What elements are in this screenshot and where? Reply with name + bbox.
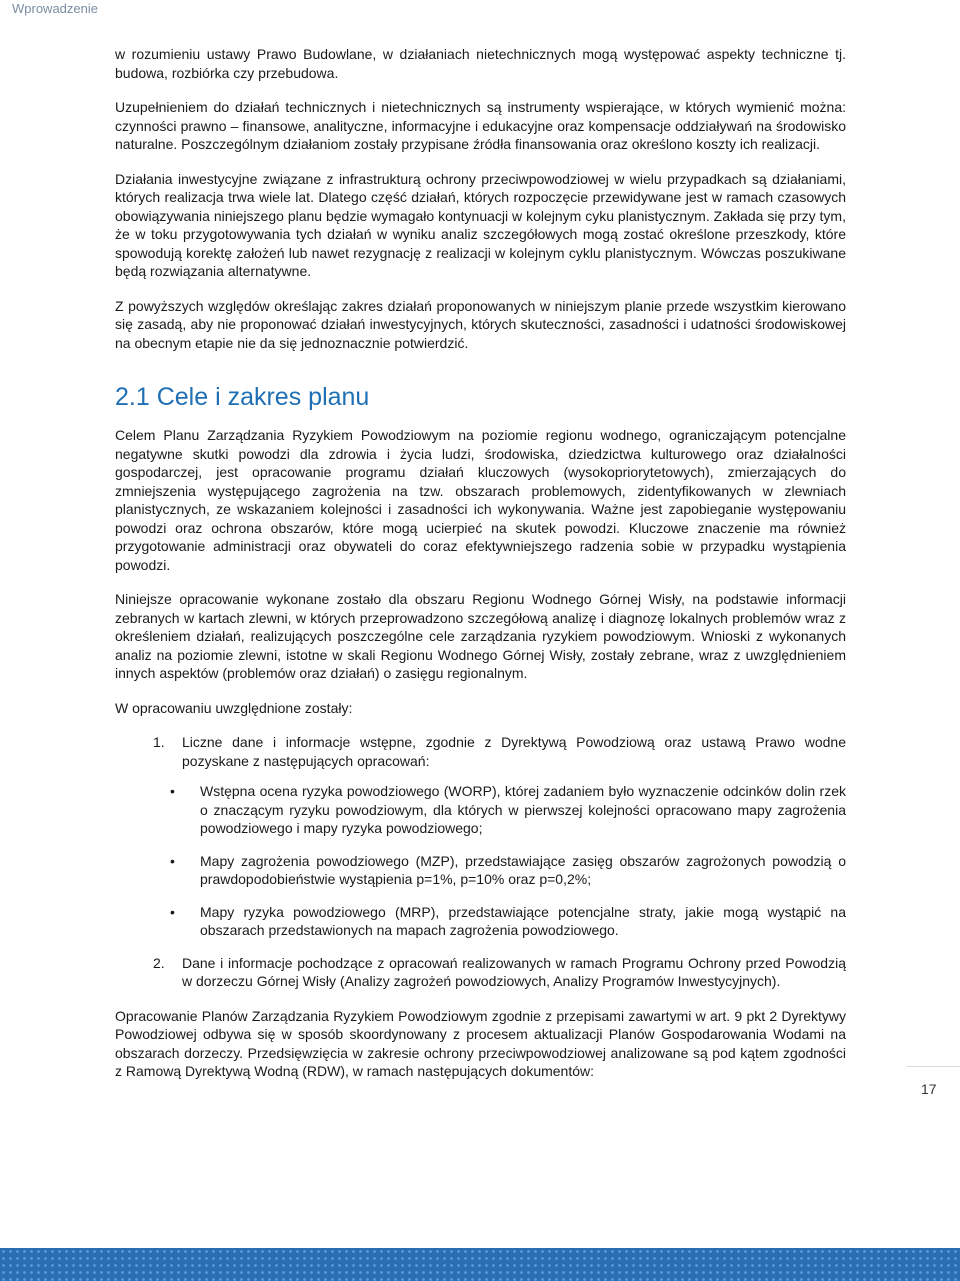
bullet-item (170, 852, 846, 889)
bullet-list (170, 782, 846, 940)
bullet-icon: • (170, 783, 175, 799)
bullet-icon: • (170, 852, 175, 869)
list-item-number: 2. (153, 954, 165, 971)
paragraph: Działania inwestycyjne związane z infrastrukturą ochrony przeciwpowodziowej w wielu przypadkach są działaniami, których realizacja trwa wiele lat. Dlatego część działań, których rozpoczęcie przewidywane jest w ramach czasowych obowiązywania niniejszego planu będzie wymagało kontynuacji w kolejnym cyku planistycznym. Zakłada się przy tym, że w toku przygotowywania tych działań w wyniku analiz szczegółowych mogą zostać określone przeszkody, które spowodują korektę założeń lub nawet rezygnację z realizacji w kolejnym cyklu planistycznym. Wówczas poszukiwane będą rozwiązania alternatywne. (115, 170, 846, 279)
page-number: 17 (921, 1081, 937, 1097)
numbered-list (115, 733, 846, 991)
section-title: Cele i zakres planu (156, 383, 370, 411)
paragraph: w rozumieniu ustawy Prawo Budowlane, w działaniach nietechnicznych mogą występować aspekty techniczne tj. budowa, rozbiórka czy przebudowa. (115, 46, 846, 81)
paragraph: Z powyższych względów określając zakres działań proponowanych w niniejszym planie przede wszystkim kierowano się zasadą, aby nie proponować działań inwestycyjnych, których skuteczności, zasadności i udatności środowiskowej na obecnym etapie nie da się jednoznacznie potwierdzić. (115, 297, 846, 351)
bullet-item-text: Mapy ryzyka powodziowego (MRP), przedstawiające potencjalne straty, jakie mogą wystąpić na obszarach przedstawionych na mapach zagrożenia powodziowego. (200, 903, 846, 938)
paragraph: Opracowanie Planów Zarządzania Ryzykiem Powodziowym zgodnie z przepisami zawartymi w art. 9 pkt 2 Dyrektywy Powodziowej odbywa się w sposób skoordynowany z procesem aktualizacji Planów Gospodarowania Wodami na obszarach dorzeczy. Przedsięwzięcia w zakresie ochrony przeciwpowodziowej analizowane są pod kątem zgodności z Ramową Dyrektywą Wodną (RDW), w ramach następujących dokumentów: (115, 1007, 846, 1079)
page-body (115, 45, 846, 1081)
bullet-icon: • (170, 903, 175, 920)
paragraph: W opracowaniu uwzględnione zostały: (115, 699, 353, 716)
section-number: 2.1 (115, 383, 150, 411)
bullet-item (170, 782, 846, 838)
list-item-number: 1. (153, 734, 165, 750)
bullet-item (170, 903, 846, 940)
bullet-item-text: Wstępna ocena ryzyka powodziowego (WORP), której zadaniem było wyznaczenie odcinków dolin rzek o znaczącym ryzyku powodziowym, dla których w pierwszej kolejności opracowano mapy zagrożenia powodziowego i mapy ryzyka powodziowego; (200, 783, 846, 836)
list-item (115, 954, 846, 991)
list-item-text: Dane i informacje pochodzące z opracowań realizowanych w ramach Programu Ochrony przed Powodzią w dorzeczu Górnej Wisły (Analizy zagrożeń powodziowych, Analizy Programów Inwestycyjnych). (182, 954, 846, 989)
list-item (115, 733, 846, 940)
paragraph: Niniejsze opracowanie wykonane zostało dla obszaru Regionu Wodnego Górnej Wisły, na podstawie informacji zebranych w kartach zlewni, w których przeprowadzono szczegółową analizę i diagnozę lokalnych problemów wraz z określeniem działań, realizujących poszczególne cele zarządzania ryzykiem powodziowym. Wnioski z wykonanych analiz na poziomie zlewni, istotne w skali Regionu Wodnego Górnej Wisły, zostały zebrane, wraz z uwzględnieniem innych aspektów (problemów oraz działań) o zasięgu regionalnym. (115, 591, 846, 681)
section-heading (115, 382, 846, 412)
bullet-item-text: Mapy zagrożenia powodziowego (MZP), przedstawiające zasięg obszarów zagrożonych powodzią o prawdopodobieństwie wystąpienia p=1%, p=10% oraz p=0,2%; (200, 852, 846, 887)
page-number-divider (907, 1066, 960, 1067)
footer-band (0, 1248, 960, 1281)
paragraph: Celem Planu Zarządzania Ryzykiem Powodziowym na poziomie regionu wodnego, ograniczającym potencjalne negatywne skutki powodzi dla zdrowia i życia ludzi, środowiska, dziedzictwa kulturowego oraz działalności gospodarczej, jest opracowanie programu działań kluczowych (wysokopriorytetowych), zmierzających do zmniejszenia występującego zagrożenia na tzw. obszarach problemowych, zidentyfikowanych w zlewniach planistycznych, ze wskazaniem kolejności i zasadności ich wykonywania. Ważne jest zapobieganie występowaniu powodzi oraz ochrona obszarów, które mogą ucierpieć na skutek powodzi. Kluczowe znaczenie ma również przygotowanie administracji oraz obywateli do coraz efektywniejszego radzenia sobie w przypadku wystąpienia powodzi. (115, 427, 846, 573)
list-item-text: Liczne dane i informacje wstępne, zgodnie z Dyrektywą Powodziową oraz ustawą Prawo wodne pozyskane z następujących opracowań: (182, 734, 846, 769)
paragraph: Uzupełnieniem do działań technicznych i nietechnicznych są instrumenty wspierające, w których wymienić można: czynności prawno – finansowe, analityczne, informacyjne i edukacyjne oraz kompensacje oddziaływań na środowisko naturalne. Poszczególnym działaniom zostały przypisane źródła finansowania oraz określono koszty ich realizacji. (115, 99, 846, 152)
running-header: Wprowadzenie (12, 1, 98, 16)
